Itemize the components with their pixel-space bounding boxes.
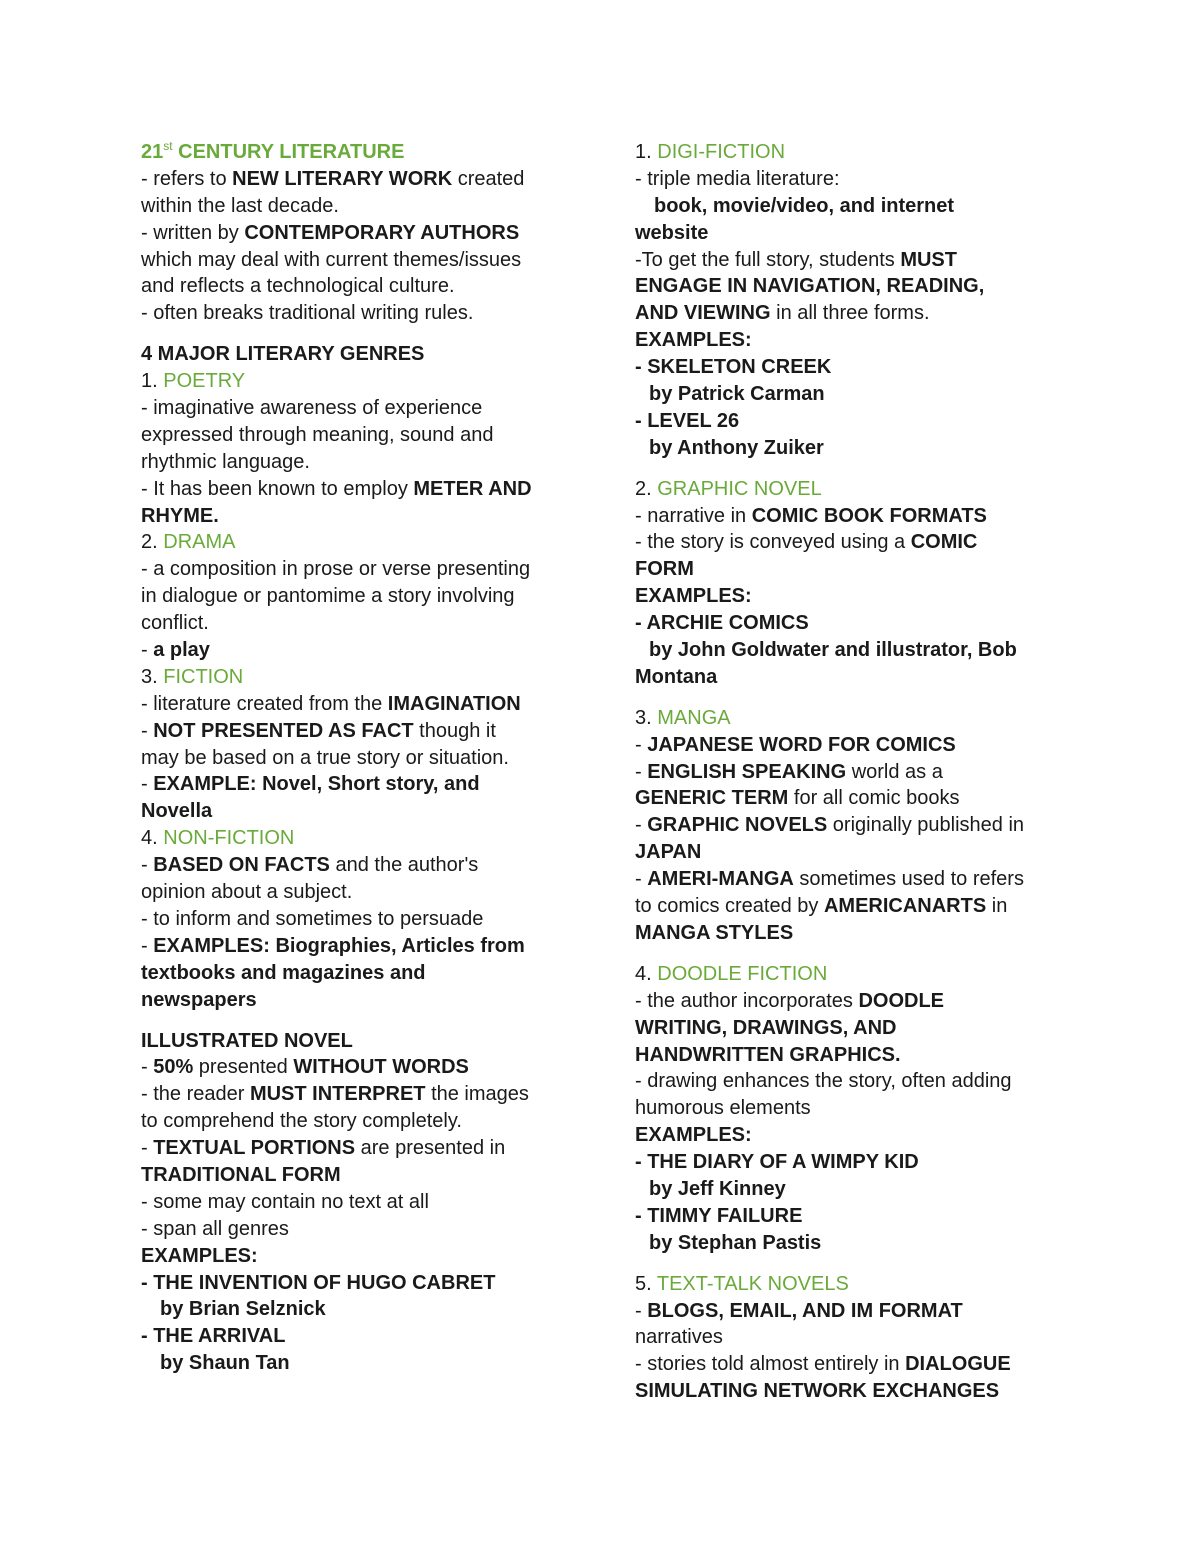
bold-text: a play [153,639,210,662]
left-text-line [141,610,581,637]
left-text-line [141,1054,581,1081]
body-text: - span all genres [141,1217,289,1240]
bold-text: 4 MAJOR LITERARY GENRES [141,343,425,366]
body-text: world as a [846,760,943,783]
left-text-line [141,1323,581,1350]
right-text-line [635,583,1075,610]
bold-text: JAPAN [635,841,702,864]
bold-text: AMERI-MANGA [647,868,794,891]
left-text-line [141,1162,581,1189]
body-text: - the author incorporates [635,989,859,1012]
left-text-line [141,166,581,193]
body-text: - [635,1299,648,1322]
left-text-line [141,422,581,449]
body-text: 4. [635,962,658,985]
left-text-line [141,960,581,987]
section-heading-text: NON-FICTION [163,827,295,850]
bold-text: COMIC BOOK FORMATS [751,504,987,527]
body-text: - literature created from the [141,692,388,715]
bold-text: newspapers [141,988,257,1011]
bold-text: CONTEMPORARY AUTHORS [244,221,520,244]
body-text: presented [193,1056,294,1079]
right-text-line [635,1324,1075,1351]
body-text: created [452,167,525,190]
bold-text: Novella [141,800,213,823]
body-text: - written by [141,221,245,244]
left-text-line [141,1081,581,1108]
body-text: - some may contain no text at all [141,1190,429,1213]
body-text: conflict. [141,612,209,635]
body-text: sometimes used to refers [793,868,1024,891]
bold-text: GENERIC TERM [635,787,789,810]
body-text: 1. [635,141,658,163]
body-text: which may deal with current themes/issues [141,248,522,271]
left-text-line [141,718,581,745]
body-text: originally published in [827,814,1025,837]
bold-text: by Brian Selznick [160,1298,326,1321]
bold-text: website [635,221,709,244]
bold-text: by John Goldwater and illustrator, Bob [649,639,1017,662]
section-heading-text: st [163,139,173,153]
body-text: to comprehend the story completely. [141,1110,462,1133]
bold-text: EXAMPLES: [635,585,752,608]
left-text-line [141,139,581,166]
bold-text: DOODLE [858,989,945,1012]
body-text: rhythmic language. [141,450,310,473]
left-text-line [141,1028,581,1055]
bold-text: IMAGINATION [387,692,521,715]
paragraph-gap [141,1014,581,1028]
body-text: - often breaks traditional writing rules. [141,302,474,325]
body-text: - [635,814,648,837]
body-text: to comics created by [635,895,824,918]
bold-text: BLOGS, EMAIL, AND IM FORMAT [647,1299,963,1322]
bold-text: EXAMPLES: [635,329,752,352]
bold-text: SIMULATING NETWORK EXCHANGES [635,1380,1000,1403]
body-text: - [635,868,648,891]
left-text-line [141,852,581,879]
body-text: - [635,733,648,756]
right-text-line [635,556,1075,583]
section-heading-text: DRAMA [163,531,236,554]
bold-text: COMIC [910,531,978,554]
left-text-line [141,476,581,503]
bold-text: by Patrick Carman [649,383,825,406]
body-text: and the author's [329,854,479,877]
section-heading-text: CENTURY LITERATURE [172,141,405,163]
bold-text: Montana [635,665,718,688]
bold-text: WRITING, DRAWINGS, AND [635,1016,897,1039]
bold-text: DIALOGUE [905,1353,1011,1376]
bold-text: by Jeff Kinney [649,1177,786,1200]
body-text: for all comic books [788,787,960,810]
right-text-line [635,529,1075,556]
right-text-line [635,408,1075,435]
body-text: 3. [141,665,164,688]
body-text: - a composition in prose or verse presenting [141,558,531,581]
bold-text: ENGAGE IN NAVIGATION, READING, [635,275,985,298]
bold-text: MUST [900,248,957,271]
right-text-line [635,812,1075,839]
body-text: and reflects a technological culture. [141,275,455,298]
right-text-line [635,1122,1075,1149]
left-text-line [141,1296,581,1323]
body-text: - [141,773,154,796]
left-text-line [141,529,581,556]
right-text-line [635,1068,1075,1095]
body-text: 2. [635,477,658,500]
right-text-line [635,732,1075,759]
body-text: -To get the full story, students [635,248,901,271]
bold-text: AMERICANARTS [823,895,987,918]
bold-text: ENGLISH SPEAKING [647,760,847,783]
paragraph-gap [635,947,1075,961]
paragraph-gap [635,1257,1075,1271]
right-text-line [635,503,1075,530]
right-text-line [635,354,1075,381]
bold-text: - TIMMY FAILURE [635,1204,803,1227]
right-text-line [635,785,1075,812]
paragraph-gap [141,327,581,341]
right-text-line [635,327,1075,354]
body-text: within the last decade. [141,194,339,217]
right-text-line [635,664,1075,691]
body-text: expressed through meaning, sound and [141,423,494,446]
left-text-line [141,798,581,825]
section-heading-text: MANGA [657,706,731,729]
right-text-line [635,139,1075,166]
left-text-line [141,1350,581,1377]
right-text-line [635,247,1075,274]
right-text-line [635,1378,1075,1405]
body-text: though it [413,719,496,742]
bold-text: EXAMPLES: [635,1124,752,1147]
left-text-line [141,933,581,960]
right-text-line [635,166,1075,193]
left-text-line [141,1135,581,1162]
left-text-line [141,247,581,274]
bold-text: TEXTUAL PORTIONS [153,1137,356,1160]
bold-text: - SKELETON CREEK [635,356,832,379]
right-text-line [635,866,1075,893]
body-text: - It has been known to employ [141,477,414,500]
left-text-line [141,503,581,530]
body-text: - [141,854,154,877]
right-text-line [635,1271,1075,1298]
body-text: 3. [635,706,658,729]
right-text-line [635,1042,1075,1069]
right-text-line [635,435,1075,462]
body-text: - narrative in [635,504,752,527]
right-text-line [635,220,1075,247]
bold-text: TRADITIONAL FORM [141,1163,341,1186]
paragraph-gap [635,462,1075,476]
right-text-line [635,1298,1075,1325]
section-heading-text: GRAPHIC NOVEL [657,477,822,500]
right-text-line [635,1203,1075,1230]
right-column [635,139,1075,1405]
right-text-line [635,1149,1075,1176]
section-heading-text: TEXT-TALK NOVELS [656,1272,849,1295]
section-heading-text: DOODLE FICTION [657,962,828,985]
bold-text: JAPANESE WORD FOR COMICS [647,733,956,756]
left-text-line [141,1189,581,1216]
section-heading-text: FICTION [163,665,244,688]
left-text-line [141,220,581,247]
body-text: - the reader [141,1083,250,1106]
body-text: - stories told almost entirely in [635,1353,906,1376]
body-text: in all three forms. [770,302,930,325]
body-text: humorous elements [635,1097,811,1120]
right-text-line [635,637,1075,664]
bold-text: - THE ARRIVAL [141,1325,286,1348]
body-text: in [986,895,1008,918]
right-text-line [635,273,1075,300]
right-text-line [635,610,1075,637]
left-text-line [141,395,581,422]
section-heading-text: POETRY [163,370,246,393]
bold-text: - THE DIARY OF A WIMPY KID [635,1151,919,1174]
left-text-line [141,987,581,1014]
body-text: 4. [141,827,164,850]
bold-text: by Anthony Zuiker [649,436,824,459]
left-text-line [141,193,581,220]
left-text-line [141,906,581,933]
bold-text: AND VIEWING [635,302,771,325]
body-text: - refers to [141,167,233,190]
body-text: the images [425,1083,529,1106]
left-text-line [141,341,581,368]
body-text: are presented in [355,1137,506,1160]
left-text-line [141,1270,581,1297]
left-text-line [141,1108,581,1135]
body-text: - to inform and sometimes to persuade [141,907,484,930]
bold-text: - LEVEL 26 [635,409,740,432]
left-text-line [141,368,581,395]
bold-text: by Shaun Tan [160,1352,290,1375]
right-text-line [635,193,1075,220]
bold-text: HANDWRITTEN GRAPHICS. [635,1043,901,1066]
bold-text: - ARCHIE COMICS [635,612,809,635]
bold-text: book, movie/video, and internet [654,194,955,217]
bold-text: ILLUSTRATED NOVEL [141,1029,353,1052]
section-heading-text: 21 [141,141,164,163]
right-text-line [635,961,1075,988]
bold-text: MUST INTERPRET [249,1083,426,1106]
right-text-line [635,1176,1075,1203]
body-text: narratives [635,1326,723,1349]
body-text: 1. [141,370,164,393]
left-text-line [141,300,581,327]
left-text-line [141,449,581,476]
body-text: opinion about a subject. [141,881,353,904]
left-text-line [141,273,581,300]
body-text: - triple media literature: [635,167,840,190]
bold-text: by Stephan Pastis [649,1231,822,1254]
bold-text: GRAPHIC NOVELS [647,814,828,837]
bold-text: EXAMPLE: Novel, Short story, and [153,773,480,796]
right-text-line [635,893,1075,920]
bold-text: - THE INVENTION OF HUGO CABRET [141,1271,496,1294]
right-text-line [635,1351,1075,1378]
left-text-line [141,825,581,852]
right-text-line [635,839,1075,866]
body-text: - [141,1137,154,1160]
body-text: - the story is conveyed using a [635,531,911,554]
paragraph-gap [635,691,1075,705]
body-text: 5. [635,1272,657,1295]
right-text-line [635,759,1075,786]
left-text-line [141,691,581,718]
body-text: - [141,1056,154,1079]
bold-text: NEW LITERARY WORK [232,167,453,190]
bold-text: MANGA STYLES [635,921,794,944]
body-text: 2. [141,531,164,554]
left-text-line [141,879,581,906]
body-text: - [635,760,648,783]
bold-text: textbooks and magazines and [141,961,426,984]
left-column [141,139,581,1377]
left-text-line [141,771,581,798]
right-text-line [635,920,1075,947]
left-text-line [141,664,581,691]
left-text-line [141,1216,581,1243]
bold-text: BASED ON FACTS [153,854,330,877]
right-text-line [635,381,1075,408]
right-text-line [635,1230,1075,1257]
section-heading-text: DIGI-FICTION [657,141,786,163]
body-text: may be based on a true story or situation. [141,746,509,769]
right-text-line [635,476,1075,503]
left-text-line [141,1243,581,1270]
bold-text: METER AND [413,477,532,500]
right-text-line [635,1095,1075,1122]
body-text: - drawing enhances the story, often adding [635,1070,1012,1093]
body-text: in dialogue or pantomime a story involving [141,585,515,608]
bold-text: WITHOUT WORDS [293,1056,469,1079]
bold-text: EXAMPLES: Biographies, Articles from [153,934,525,957]
left-text-line [141,583,581,610]
bold-text: NOT PRESENTED AS FACT [153,719,414,742]
body-text: - [141,639,154,662]
right-text-line [635,705,1075,732]
right-text-line [635,300,1075,327]
bold-text: EXAMPLES: [141,1244,258,1267]
left-text-line [141,637,581,664]
bold-text: FORM [635,558,694,581]
left-text-line [141,745,581,772]
bold-text: 50% [153,1056,194,1079]
body-text: - imaginative awareness of experience [141,397,483,420]
right-text-line [635,988,1075,1015]
right-text-line [635,1015,1075,1042]
body-text: - [141,719,154,742]
bold-text: RHYME. [141,504,219,527]
body-text: - [141,934,154,957]
left-text-line [141,556,581,583]
